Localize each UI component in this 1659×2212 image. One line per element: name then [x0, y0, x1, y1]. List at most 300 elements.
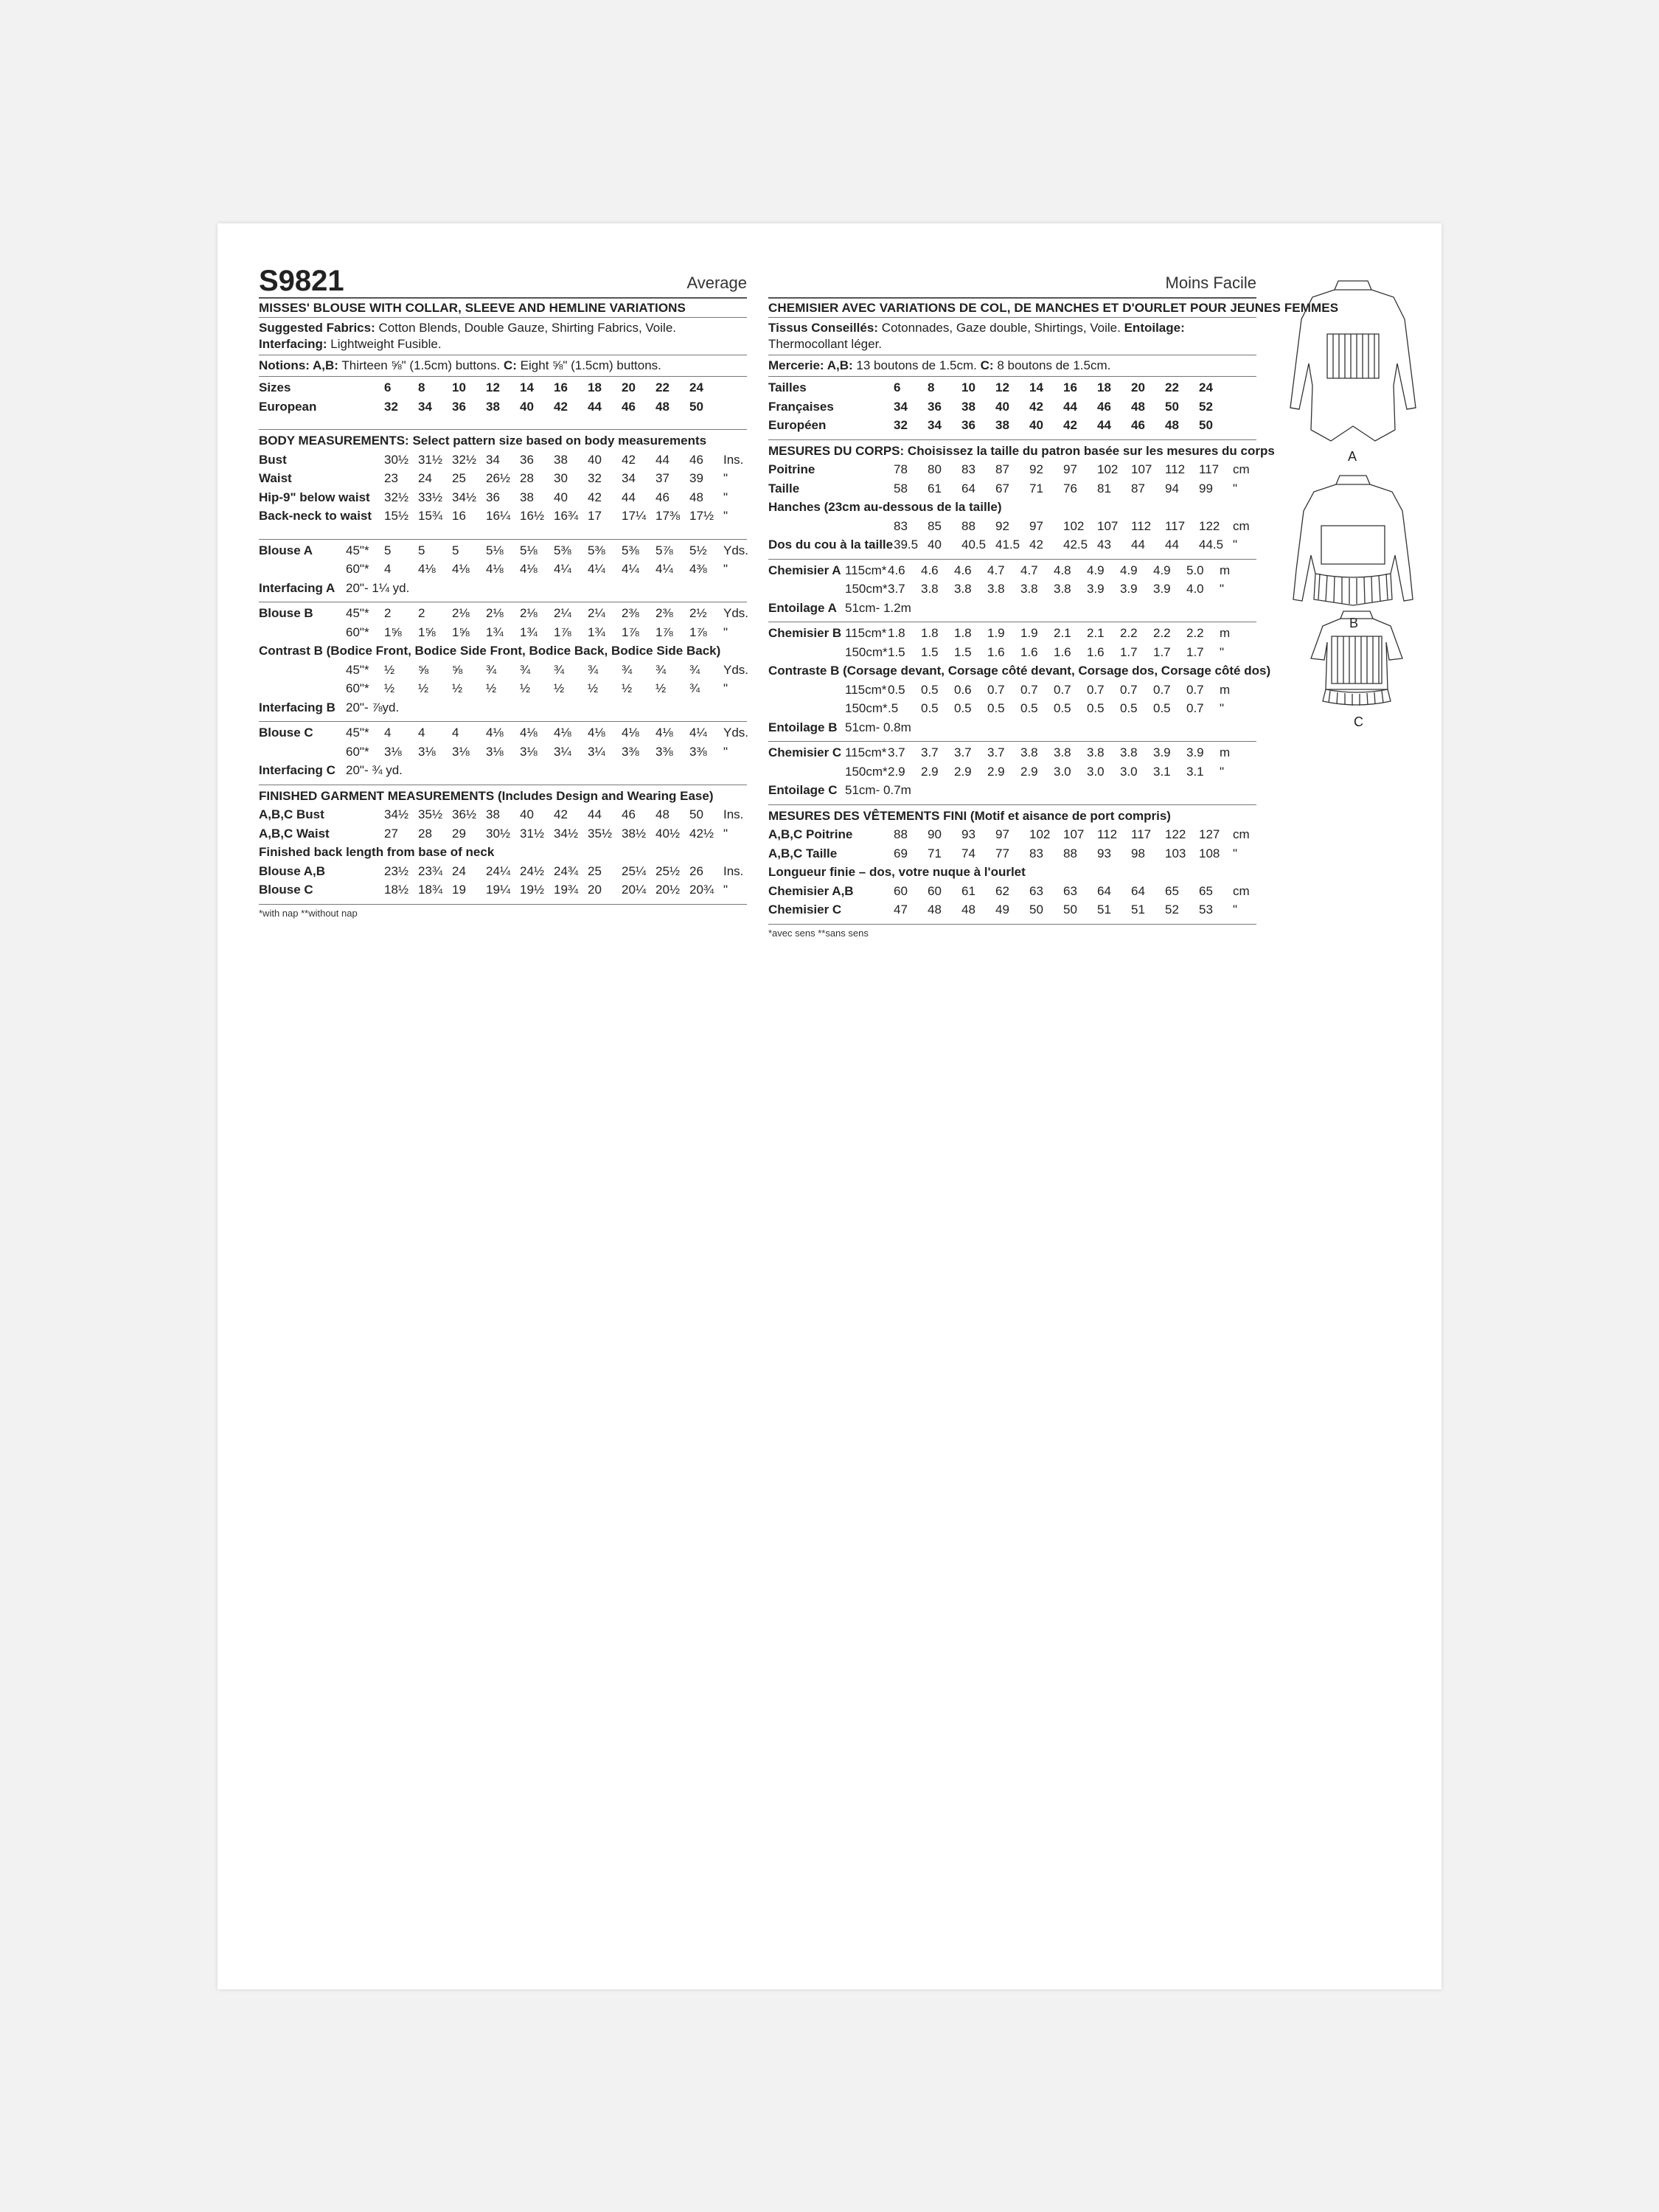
value-cell: 36: [961, 418, 975, 432]
table-row: [259, 742, 747, 762]
fabric-width: 60"*: [346, 625, 369, 639]
value-cell: 3⅛: [520, 744, 538, 759]
value-cell: 16: [452, 509, 466, 523]
value-cell: 4⅛: [418, 562, 436, 576]
value-cell: 24: [418, 471, 432, 485]
table-row: [259, 604, 747, 623]
value-cell: 69: [894, 846, 908, 860]
value-cell: 0.7: [1153, 682, 1171, 697]
table-row: [768, 599, 1256, 618]
table-row: [768, 681, 1256, 700]
value-cell: 27: [384, 826, 398, 841]
row-label: Chemisier B: [768, 626, 842, 640]
value-cell: 77: [995, 846, 1009, 860]
unit: Yds.: [723, 543, 749, 557]
value-cell: 3.9: [1087, 582, 1105, 596]
value-cell: 1.7: [1153, 644, 1171, 659]
value-cell: 46: [1097, 399, 1111, 414]
value-cell: 3.1: [1153, 764, 1171, 779]
value-cell: 3.8: [921, 582, 939, 596]
value-cell: 60: [928, 883, 942, 898]
value-cell: 10: [961, 380, 975, 394]
notions-label-c-fr: C:: [980, 358, 994, 372]
body-measurements-fr: [768, 440, 1275, 560]
value-cell: 87: [995, 462, 1009, 476]
value-cell: 34: [928, 418, 942, 432]
unit: ": [723, 883, 728, 897]
value-cell: 76: [1063, 481, 1077, 495]
value-cell: 4⅛: [486, 562, 504, 576]
value-cell: 5: [384, 543, 392, 557]
finished-rows-fr: [768, 825, 1256, 863]
fabrics-paragraph: [259, 318, 747, 355]
value-cell: 2½: [689, 606, 707, 620]
row-values: [384, 560, 723, 579]
body-rows: [259, 451, 747, 526]
value-cell: 46: [622, 807, 636, 821]
value-cell: 5⅜: [622, 543, 639, 557]
value-cell: 102: [1097, 462, 1119, 476]
row-values: [888, 681, 1220, 700]
yardage-table-fr: [768, 560, 1271, 805]
value-cell: 38: [961, 399, 975, 414]
row-label: Européen: [768, 418, 827, 432]
value-cell: 48: [961, 902, 975, 917]
notions-label: Notions: A,B:: [259, 358, 338, 372]
header: [259, 265, 747, 297]
illustration-label-c: C: [1354, 714, 1363, 729]
value-cell: 50: [1199, 418, 1213, 432]
value-cell: 0.6: [954, 682, 972, 697]
table-row: [768, 882, 1256, 901]
row-values: [894, 844, 1233, 863]
value-cell: 44: [655, 452, 669, 467]
value-cell: 22: [1165, 380, 1179, 394]
value-cell: 42½: [689, 826, 714, 841]
value-cell: ½: [554, 681, 565, 695]
value-cell: 40: [520, 399, 534, 414]
row-values: [888, 699, 1220, 718]
row-label: Blouse C: [259, 726, 313, 740]
value-cell: 3⅜: [689, 744, 707, 759]
value-cell: 53: [1199, 902, 1213, 917]
finished-rows: [259, 805, 747, 843]
body-heading-bold: BODY MEASUREMENTS:: [259, 434, 409, 448]
back-length-heading: Finished back length from base of neck: [259, 845, 495, 859]
value-cell: 67: [995, 481, 1009, 495]
value-cell: 3⅜: [655, 744, 673, 759]
value-cell: 39.5: [894, 538, 919, 552]
fabric-width: 45"*: [346, 662, 369, 677]
value-cell: 81: [1097, 481, 1111, 495]
table-row: [768, 397, 1256, 417]
value-cell: 24: [1199, 380, 1213, 394]
unit: ": [723, 562, 728, 576]
row-values: [888, 561, 1220, 580]
value-cell: 122: [1165, 827, 1186, 841]
value-cell: 2.9: [921, 764, 939, 779]
notions-paragraph-fr: [768, 355, 1256, 377]
table-row: [768, 643, 1256, 662]
value-cell: 0.5: [1087, 701, 1105, 715]
value-cell: 2.2: [1120, 626, 1138, 640]
value-cell: 32: [588, 471, 602, 485]
row-values: [384, 507, 723, 526]
table-row: [259, 623, 747, 642]
value-cell: 2⅛: [486, 606, 504, 620]
pattern-envelope-back: [218, 223, 1441, 1989]
value-cell: 5⅜: [554, 543, 571, 557]
unit: ": [1233, 902, 1238, 917]
value-cell: 1.5: [954, 644, 972, 659]
value-cell: 6: [894, 380, 901, 394]
value-cell: 2.2: [1186, 626, 1204, 640]
row-values: [384, 742, 723, 762]
value-cell: 64: [961, 481, 975, 495]
value-cell: 4⅛: [486, 726, 504, 740]
value-cell: 94: [1165, 481, 1179, 495]
value-cell: 0.7: [1120, 682, 1138, 697]
unit: Ins.: [723, 863, 744, 878]
row-values: [384, 862, 723, 881]
value-cell: 34: [418, 399, 432, 414]
value-cell: 4: [384, 726, 392, 740]
value-cell: 117: [1131, 827, 1152, 841]
unit: ": [723, 744, 728, 759]
value-cell: 34½: [452, 490, 477, 504]
value-cell: 3.7: [888, 582, 905, 596]
row-label: A,B,C Taille: [768, 846, 838, 860]
size-table: [259, 377, 747, 430]
value-cell: 74: [961, 846, 975, 860]
value-cell: 3.9: [1120, 582, 1138, 596]
row-text: 20"- ⅞yd.: [346, 700, 400, 714]
value-cell: 52: [1165, 902, 1179, 917]
row-values: [888, 762, 1220, 782]
unit: ": [723, 826, 728, 841]
table-row: [259, 805, 747, 824]
row-label: A,B,C Poitrine: [768, 827, 853, 841]
value-cell: 3.7: [954, 745, 972, 759]
row-label: [259, 679, 346, 698]
illustration-label-b: B: [1349, 616, 1359, 630]
value-cell: 29: [452, 826, 466, 841]
value-cell: 38: [995, 418, 1009, 432]
notions-text-ab-fr: 13 boutons de 1.5cm.: [856, 358, 977, 372]
value-cell: 39: [689, 471, 703, 485]
value-cell: 2.1: [1087, 626, 1105, 640]
value-cell: 0.5: [1153, 701, 1171, 715]
value-cell: 2¼: [554, 606, 571, 620]
row-label: [768, 643, 845, 662]
table-row: [768, 580, 1256, 599]
value-cell: 42: [1063, 418, 1077, 432]
value-cell: 50: [689, 399, 703, 414]
row-label: Entoilage A: [768, 600, 837, 615]
subheading: Contrast B (Bodice Front, Bodice Side Front, Bodice Back, Bodice Side Back): [259, 644, 721, 658]
unit: cm: [1233, 462, 1250, 476]
value-cell: 3.9: [1153, 582, 1171, 596]
fabrics-text-fr: Cotonnades, Gaze double, Shirtings, Voile.: [881, 321, 1121, 335]
difficulty-level: Average: [686, 274, 747, 292]
value-cell: 3.0: [1120, 764, 1138, 779]
value-cell: 61: [928, 481, 942, 495]
value-cell: 2: [384, 606, 392, 620]
value-cell: 24½: [520, 863, 545, 878]
illustration-label-a: A: [1348, 449, 1357, 464]
value-cell: 38: [554, 452, 568, 467]
fabric-width: 60"*: [346, 744, 369, 759]
table-row: [259, 579, 747, 598]
row-values: [384, 623, 723, 642]
row-values: [384, 679, 723, 698]
value-cell: 20½: [655, 883, 681, 897]
value-cell: 20: [1131, 380, 1145, 394]
unit: cm: [1233, 518, 1250, 533]
pattern-title: MISSES' BLOUSE WITH COLLAR, SLEEVE AND HEMLINE VARIATIONS: [259, 297, 747, 318]
value-cell: 0.5: [1054, 701, 1071, 715]
value-cell: 103: [1165, 846, 1186, 860]
fabric-width: 115cm*: [845, 626, 887, 640]
value-cell: 3¼: [588, 744, 605, 759]
row-values: [384, 604, 723, 623]
fabric-width: 60"*: [346, 681, 369, 695]
value-cell: 1¾: [588, 625, 605, 639]
value-cell: 23¾: [418, 863, 443, 878]
row-values: [894, 460, 1233, 479]
row-values: [384, 469, 723, 488]
value-cell: 80: [928, 462, 942, 476]
blouse-c-back-view-icon: [1311, 611, 1402, 706]
value-cell: 17½: [689, 509, 714, 523]
row-values: [384, 488, 723, 507]
value-cell: ⅝: [418, 662, 429, 677]
value-cell: 4.6: [921, 563, 939, 577]
value-cell: 98: [1131, 846, 1145, 860]
row-values: [888, 743, 1220, 762]
unit: ": [723, 471, 728, 485]
finished-measurements: [259, 785, 747, 905]
value-cell: 16¼: [486, 509, 511, 523]
unit: m: [1220, 563, 1231, 577]
value-cell: 16: [1063, 380, 1077, 394]
row-label: Entoilage C: [768, 783, 838, 797]
row-text: 51cm- 0.7m: [845, 783, 911, 797]
value-cell: 2.1: [1054, 626, 1071, 640]
value-cell: 30½: [486, 826, 511, 841]
value-cell: 1.6: [1054, 644, 1071, 659]
table-row: [768, 844, 1256, 863]
value-cell: 1⅝: [452, 625, 470, 639]
value-cell: 3.8: [1020, 745, 1038, 759]
value-cell: ½: [452, 681, 463, 695]
table-row: [259, 761, 747, 780]
value-cell: 48: [689, 490, 703, 504]
value-cell: 4⅜: [689, 562, 707, 576]
unit: ": [1220, 582, 1225, 596]
body-heading: [259, 431, 747, 451]
value-cell: ¾: [689, 681, 700, 695]
value-cell: 3⅛: [452, 744, 470, 759]
subheading: Hanches (23cm au-dessous de la taille): [768, 500, 1002, 514]
row-text: 20"- 1¼ yd.: [346, 580, 410, 595]
value-cell: 24: [689, 380, 703, 394]
row-label: Waist: [259, 471, 292, 485]
value-cell: 83: [894, 518, 908, 533]
interfacing-text-fr: Thermocollant léger.: [768, 337, 883, 351]
notions-paragraph: [259, 355, 747, 377]
row-label: Interfacing A: [259, 580, 335, 595]
row-label: [768, 580, 845, 599]
table-row: [259, 723, 747, 742]
value-cell: 0.7: [1054, 682, 1071, 697]
value-cell: 8: [418, 380, 425, 394]
value-cell: 4.6: [888, 563, 905, 577]
value-cell: 3⅜: [622, 744, 639, 759]
row-values: [894, 517, 1233, 536]
fabric-width: 45"*: [346, 726, 369, 740]
body-heading-rest-fr: Choisissez la taille du patron basée sur les mesures du corps: [907, 443, 1275, 458]
value-cell: 3.0: [1087, 764, 1105, 779]
value-cell: 5⅛: [486, 543, 504, 557]
fabric-width: 150cm*: [845, 701, 888, 715]
value-cell: 52: [1199, 399, 1213, 414]
value-cell: 4⅛: [588, 726, 605, 740]
value-cell: 42: [554, 807, 568, 821]
value-cell: 4⅛: [622, 726, 639, 740]
value-cell: 28: [418, 826, 432, 841]
value-cell: 4.0: [1186, 582, 1204, 596]
value-cell: 51: [1131, 902, 1145, 917]
value-cell: 85: [928, 518, 942, 533]
value-cell: 17¼: [622, 509, 647, 523]
value-cell: 1.9: [987, 626, 1005, 640]
value-cell: 32½: [384, 490, 409, 504]
fabric-width: 150cm*: [845, 764, 888, 779]
value-cell: ½: [384, 681, 395, 695]
value-cell: ⅝: [452, 662, 463, 677]
value-cell: 42: [1029, 399, 1043, 414]
row-label: Chemisier A: [768, 563, 841, 577]
row-label: [768, 681, 845, 700]
value-cell: 3.7: [987, 745, 1005, 759]
value-cell: 1.6: [987, 644, 1005, 659]
value-cell: 107: [1063, 827, 1085, 841]
table-row: [259, 880, 747, 900]
table-row: [259, 824, 747, 844]
table-row: [768, 479, 1256, 498]
fabric-width: 115cm*: [845, 745, 887, 759]
value-cell: 40: [995, 399, 1009, 414]
row-label: European: [259, 399, 317, 414]
value-cell: 3⅛: [384, 744, 402, 759]
value-cell: 43: [1097, 538, 1111, 552]
unit: Yds.: [723, 726, 749, 740]
value-cell: 2⅜: [622, 606, 639, 620]
value-cell: 102: [1063, 518, 1085, 533]
value-cell: ½: [418, 681, 429, 695]
blouse-c-illustration: [1290, 607, 1423, 747]
value-cell: 5⅛: [520, 543, 538, 557]
row-values: [384, 805, 723, 824]
value-cell: ¾: [520, 662, 531, 677]
value-cell: 71: [1029, 481, 1043, 495]
value-cell: 3.7: [921, 745, 939, 759]
value-cell: 83: [961, 462, 975, 476]
value-cell: 44: [588, 399, 602, 414]
value-cell: 2.9: [987, 764, 1005, 779]
value-cell: 19¾: [554, 883, 579, 897]
row-label: Blouse C: [259, 883, 313, 897]
row-text: 51cm- 1.2m: [845, 600, 911, 615]
value-cell: 2.2: [1153, 626, 1171, 640]
value-cell: 40: [588, 452, 602, 467]
value-cell: 14: [520, 380, 534, 394]
value-cell: 4⅛: [520, 562, 538, 576]
value-cell: 42: [554, 399, 568, 414]
value-cell: 32: [894, 418, 908, 432]
value-cell: 44: [1131, 538, 1145, 552]
value-cell: 2⅜: [655, 606, 673, 620]
value-cell: 48: [655, 807, 669, 821]
value-cell: 42: [622, 452, 636, 467]
value-cell: 1.8: [888, 626, 905, 640]
value-cell: 48: [1165, 418, 1179, 432]
value-cell: 36½: [452, 807, 477, 821]
value-cell: 64: [1097, 883, 1111, 898]
row-label: [259, 560, 346, 579]
value-cell: 40: [554, 490, 568, 504]
value-cell: 44: [588, 807, 602, 821]
value-cell: 51: [1097, 902, 1111, 917]
value-cell: 4.7: [1020, 563, 1038, 577]
value-cell: 16¾: [554, 509, 579, 523]
value-cell: 44: [1063, 399, 1077, 414]
value-cell: 1.6: [1087, 644, 1105, 659]
value-cell: 38: [486, 807, 500, 821]
value-cell: 5.0: [1186, 563, 1204, 577]
value-cell: 46: [622, 399, 636, 414]
value-cell: 65: [1165, 883, 1179, 898]
table-row: [768, 900, 1256, 919]
table-row: [259, 560, 747, 579]
value-cell: 58: [894, 481, 908, 495]
value-cell: 2.9: [1020, 764, 1038, 779]
value-cell: 3.9: [1153, 745, 1171, 759]
value-cell: 3.8: [954, 582, 972, 596]
unit: ": [723, 509, 728, 523]
value-cell: 10: [452, 380, 466, 394]
yardage-section: [768, 622, 1271, 742]
table-row: [768, 535, 1256, 554]
value-cell: 4.7: [987, 563, 1005, 577]
value-cell: 4⅛: [554, 726, 571, 740]
value-cell: 1⅞: [622, 625, 639, 639]
fabric-width: 115cm*: [845, 682, 887, 697]
unit: ": [723, 625, 728, 639]
value-cell: 25: [452, 471, 466, 485]
value-cell: 46: [655, 490, 669, 504]
value-cell: 97: [1029, 518, 1043, 533]
value-cell: ½: [622, 681, 633, 695]
value-cell: ¾: [486, 662, 497, 677]
value-cell: 5: [418, 543, 425, 557]
value-cell: 33½: [418, 490, 443, 504]
table-row: [259, 541, 747, 560]
value-cell: 37: [655, 471, 669, 485]
value-cell: 1.5: [888, 644, 905, 659]
finished-measurements-fr: [768, 805, 1256, 925]
